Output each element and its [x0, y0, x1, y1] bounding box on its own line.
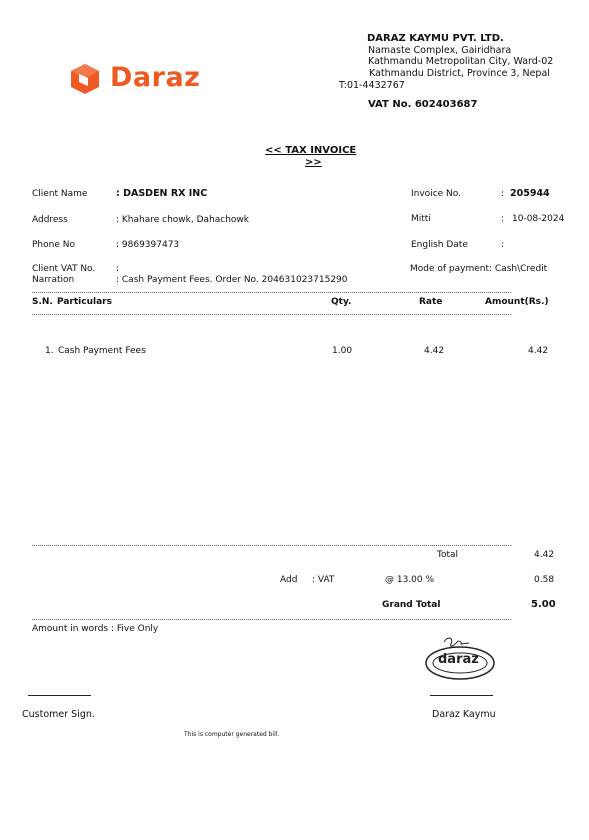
company-stamp — [424, 636, 496, 682]
customer-sign-line — [28, 695, 91, 696]
daraz-logo — [68, 62, 208, 96]
payment-mode: Mode of payment: Cash\Credit — [410, 264, 548, 274]
mitti-value: 10-08-2024 — [512, 214, 565, 224]
client-vat-label: Client VAT No. — [32, 264, 96, 274]
company-address-line-3: Kathmandu District, Province 3, Nepal — [369, 68, 550, 79]
amount-in-words: Amount in words : Five Only — [32, 624, 159, 634]
grand-total-divider — [32, 619, 511, 620]
company-phone: T:01-4432767 — [339, 80, 405, 91]
client-address-label: Address — [32, 215, 68, 225]
company-sign-label: Daraz Kaymu — [432, 709, 496, 720]
mitti-colon: : — [501, 214, 505, 224]
client-address-value: : Khahare chowk, Dahachowk — [116, 215, 249, 225]
company-address-line-1: Namaste Complex, Gairidhara — [368, 45, 512, 56]
invoice-title: << TAX INVOICE — [265, 145, 357, 156]
add-label: Add — [280, 575, 298, 585]
grand-total-value: 5.00 — [531, 599, 556, 610]
vat-label: : VAT — [312, 575, 335, 585]
invoice-no-label: Invoice No. — [411, 189, 461, 199]
client-phone-value: : 9869397473 — [116, 240, 180, 250]
row-sn: 1. — [45, 346, 54, 356]
row-qty: 1.00 — [332, 346, 353, 356]
footer-note: This is computer generated bill. — [184, 731, 280, 738]
mitti-label: Mitti — [411, 214, 431, 224]
client-vat-value: : — [116, 264, 120, 274]
company-vat: VAT No. 602403687 — [368, 99, 478, 110]
vat-rate: @ 13.00 % — [385, 575, 435, 585]
row-amount: 4.42 — [528, 346, 549, 356]
brand-name: Daraz — [110, 62, 201, 93]
header-sn: S.N. — [32, 297, 53, 307]
header-particulars: Particulars — [57, 297, 112, 307]
company-name: DARAZ KAYMU PVT. LTD. — [367, 33, 504, 44]
client-name-label: Client Name — [32, 189, 88, 199]
invoice-no-colon: : — [501, 189, 505, 199]
narration-label: Narration — [32, 275, 75, 285]
invoice-no-value: 205944 — [510, 188, 550, 199]
client-name-value: : DASDEN RX INC — [116, 188, 208, 199]
daraz-logo-icon — [68, 62, 102, 96]
grand-total-label: Grand Total — [382, 600, 441, 610]
company-address-line-2: Kathmandu Metropolitan City, Ward-02 — [368, 56, 554, 67]
total-label: Total — [437, 550, 459, 560]
header-top-divider — [32, 292, 511, 293]
stamp-text: daraz — [438, 652, 479, 667]
header-bottom-divider — [32, 314, 511, 315]
header-amount: Amount(Rs.) — [485, 297, 549, 307]
english-date-label: English Date — [411, 240, 468, 250]
header-qty: Qty. — [331, 297, 352, 307]
narration-value: : Cash Payment Fees. Order No. 204631023715290 — [116, 275, 348, 285]
total-value: 4.42 — [534, 550, 555, 560]
english-date-colon: : — [501, 240, 505, 250]
invoice-title-arrow: >> — [305, 157, 322, 168]
customer-sign-label: Customer Sign. — [22, 709, 95, 720]
vat-value: 0.58 — [534, 575, 555, 585]
row-particulars: Cash Payment Fees — [58, 346, 146, 356]
totals-divider — [32, 545, 511, 546]
row-rate: 4.42 — [424, 346, 445, 356]
company-sign-line — [430, 695, 493, 696]
header-rate: Rate — [419, 297, 443, 307]
client-phone-label: Phone No — [32, 240, 75, 250]
